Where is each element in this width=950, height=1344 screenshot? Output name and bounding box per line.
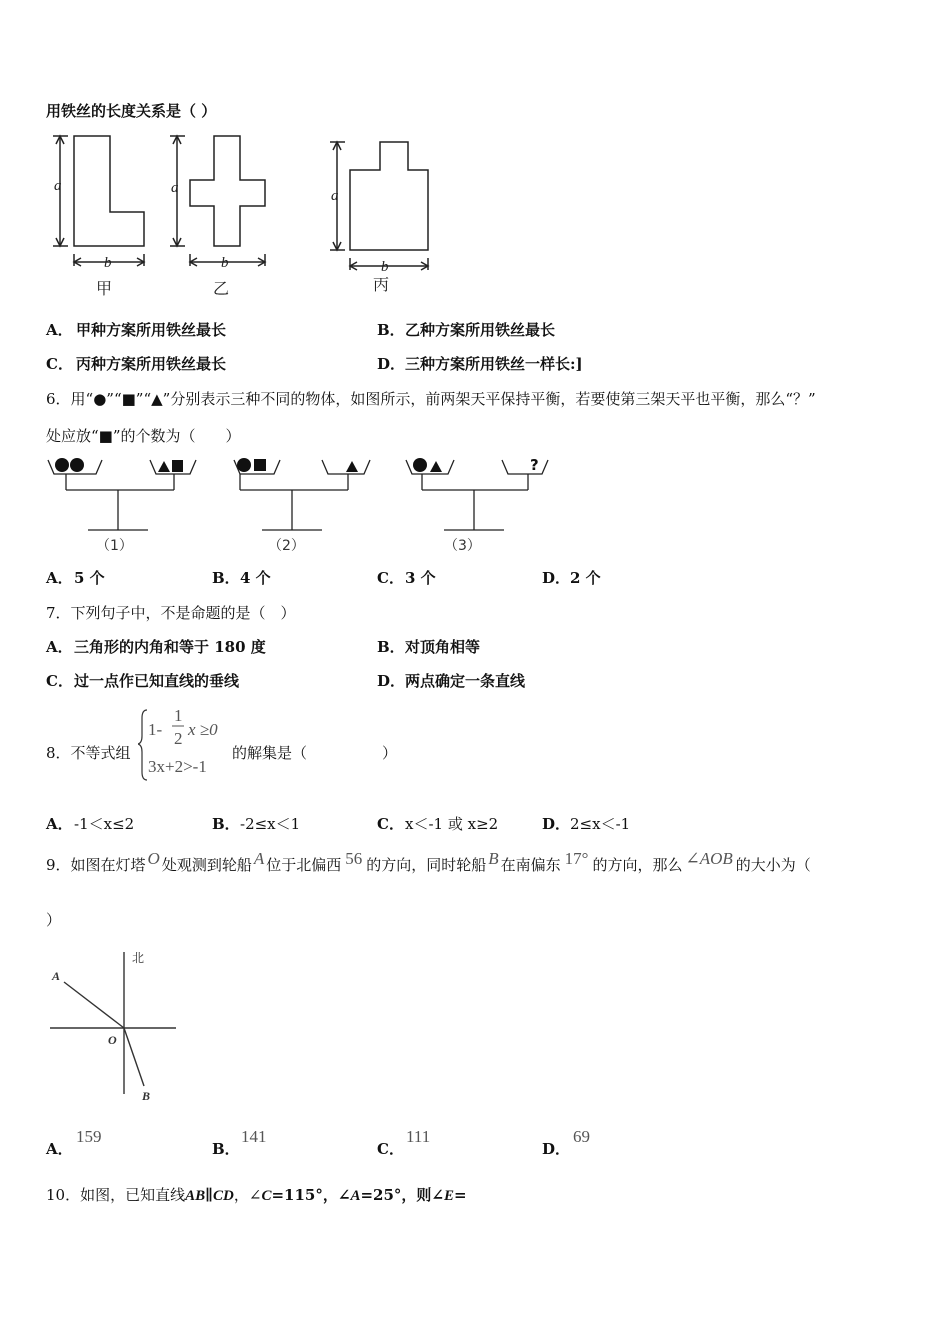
square-object [172, 460, 183, 472]
q5-option-d-key[interactable]: D． [377, 355, 406, 373]
circle-object [55, 458, 69, 472]
q7-option-d-key[interactable]: D． [377, 672, 406, 690]
circle-object [413, 458, 427, 472]
q8-option-a[interactable]: -1＜x≤2 [74, 815, 135, 833]
label-yi: 乙 [213, 279, 230, 298]
frac-denominator: 2 [174, 729, 183, 748]
q6-option-a-key[interactable]: A． [46, 569, 73, 587]
triangle-object [158, 461, 170, 472]
ray-oa [64, 982, 124, 1028]
q10-p4: =25°，则∠ [360, 1186, 444, 1204]
q9-stem-line2: ） [46, 911, 62, 929]
q6-option-b[interactable]: 4 个 [240, 569, 271, 587]
q10-ab-parallel-cd: AB∥CD [185, 1188, 234, 1204]
q9-p2: 处观测到轮船 [161, 856, 252, 874]
q9-ship-b: B [488, 849, 499, 868]
q9-p4: 的方向，同时轮船 [366, 856, 487, 874]
dim-b-yi: b [221, 255, 229, 271]
q9-option-c[interactable]: 111 [406, 1127, 431, 1146]
q5-option-a[interactable]: 甲种方案所用铁丝最长 [76, 321, 227, 339]
balance-label-2: （2） [268, 538, 305, 554]
q6-stem-line1: 6．用“●”“■”“▲”分别表示三种不同的物体，如图所示，前两架天平保持平衡，若要使第三架天平也平衡，那么“？” [46, 390, 816, 408]
q9-p5: 在南偏东 [500, 856, 561, 874]
q9-option-b-key[interactable]: B． [212, 1140, 240, 1158]
figure-north: 北 [132, 951, 145, 965]
q6-stem-line2: 处应放“■”的个数为（ ） [46, 427, 241, 445]
q8-option-c-key[interactable]: C． [377, 815, 404, 833]
q8-option-d[interactable]: 2≤x＜-1 [570, 815, 631, 833]
q5-option-b[interactable]: 乙种方案所用铁丝最长 [405, 321, 556, 339]
q7-option-a-key[interactable]: A． [46, 638, 73, 656]
q5-option-b-key[interactable]: B． [377, 321, 405, 339]
q8-option-c[interactable]: x＜-1 或 x≥2 [405, 815, 499, 833]
q9-ship-a: A [253, 849, 265, 868]
q9-p7: 的大小为（ [735, 856, 811, 874]
q9-p1: 9．如图在灯塔 [46, 856, 146, 874]
circle-object [237, 458, 251, 472]
balance-question-mark: ? [530, 456, 539, 474]
triangle-object [346, 461, 358, 472]
dim-b-jia: b [104, 255, 112, 271]
figure-point-o: O [108, 1033, 117, 1047]
q10-p5: = [453, 1186, 467, 1204]
label-bing: 丙 [373, 275, 390, 294]
q9-option-d-key[interactable]: D． [542, 1140, 571, 1158]
q7-option-a[interactable]: 三角形的内角和等于 180 度 [74, 638, 266, 656]
dim-b-bing: b [381, 259, 389, 275]
shape-yi [190, 136, 265, 246]
q9-option-a-key[interactable]: A． [46, 1140, 73, 1158]
frac-numerator: 1 [174, 706, 183, 725]
q6-balance-figure [44, 452, 564, 556]
figure-point-a: A [52, 969, 61, 983]
q9-compass-figure [44, 944, 184, 1104]
q7-option-c-key[interactable]: C． [46, 672, 73, 690]
balance-label-3: （3） [444, 538, 481, 554]
q10-angle-c: C [261, 1188, 272, 1204]
q8-option-a-key[interactable]: A． [46, 815, 73, 833]
balance-label-1: （1） [96, 538, 133, 554]
q9-option-a[interactable]: 159 [76, 1127, 102, 1146]
q8-option-b[interactable]: -2≤x＜1 [240, 815, 301, 833]
q7-option-d[interactable]: 两点确定一条直线 [405, 672, 526, 690]
label-jia: 甲 [96, 279, 113, 298]
ineq1-right: x ≥0 [188, 720, 218, 739]
ray-ob [124, 1028, 144, 1086]
dim-a-jia: a [54, 178, 62, 194]
shape-jia [74, 136, 144, 246]
q6-option-d[interactable]: 2 个 [570, 569, 601, 587]
q10-p1: 10．如图，已知直线 [46, 1186, 186, 1204]
q9-p6: 的方向，那么 [592, 856, 683, 874]
ineq1-left: 1- [148, 720, 163, 739]
q10-stem [46, 1186, 467, 1205]
q10-p3: =115°，∠ [271, 1186, 351, 1204]
ineq2: 3x+2>-1 [148, 757, 207, 776]
figure-point-b: B [142, 1089, 151, 1103]
q9-p3: 位于北偏西 [266, 856, 342, 874]
q7-option-c[interactable]: 过一点作已知直线的垂线 [74, 672, 240, 690]
q8-inequality-system [138, 706, 234, 784]
q10-angle-e: E [443, 1188, 454, 1204]
q7-stem: 7．下列句子中，不是命题的是（ ） [46, 604, 296, 622]
shape-bing [350, 142, 428, 250]
square-object [254, 459, 266, 471]
q6-option-c-key[interactable]: C． [377, 569, 404, 587]
q8-option-d-key[interactable]: D． [542, 815, 571, 833]
q6-option-d-key[interactable]: D． [542, 569, 571, 587]
q9-degree-17: 17° [564, 849, 589, 868]
q5-stem-tail: 用铁丝的长度关系是（ ） [46, 102, 217, 120]
q6-option-c[interactable]: 3 个 [405, 569, 436, 587]
q7-option-b-key[interactable]: B． [377, 638, 405, 656]
q6-option-b-key[interactable]: B． [212, 569, 240, 587]
brace [138, 710, 147, 780]
q6-option-a[interactable]: 5 个 [74, 569, 105, 587]
dim-a-bing: a [331, 188, 339, 204]
q8-stem-prefix: 8．不等式组 [46, 744, 131, 762]
q5-option-c-key[interactable]: C． [46, 355, 73, 373]
q5-option-c[interactable]: 丙种方案所用铁丝最长 [76, 355, 227, 373]
q10-p2: ，∠ [233, 1186, 262, 1204]
q9-option-d[interactable]: 69 [573, 1127, 590, 1146]
q9-degree-56: 56 [345, 849, 363, 868]
q8-option-b-key[interactable]: B． [212, 815, 240, 833]
dim-a-yi: a [171, 180, 179, 196]
q8-stem-suffix: 的解集是（ ） [232, 744, 398, 762]
q10-angle-a: A [350, 1188, 361, 1204]
q5-figure [40, 128, 450, 300]
q9-stem [46, 850, 811, 880]
q5-option-d[interactable]: 三种方案所用铁丝一样长:] [405, 355, 583, 373]
q9-option-b[interactable]: 141 [241, 1127, 267, 1146]
q5-option-a-key[interactable]: A． [46, 321, 73, 339]
q9-option-c-key[interactable]: C． [377, 1140, 404, 1158]
q7-option-b[interactable]: 对顶角相等 [405, 638, 481, 656]
q9-point-o: O [147, 849, 160, 868]
triangle-object [430, 461, 442, 472]
q9-angle-aob: ∠AOB [685, 849, 733, 868]
circle-object [70, 458, 84, 472]
